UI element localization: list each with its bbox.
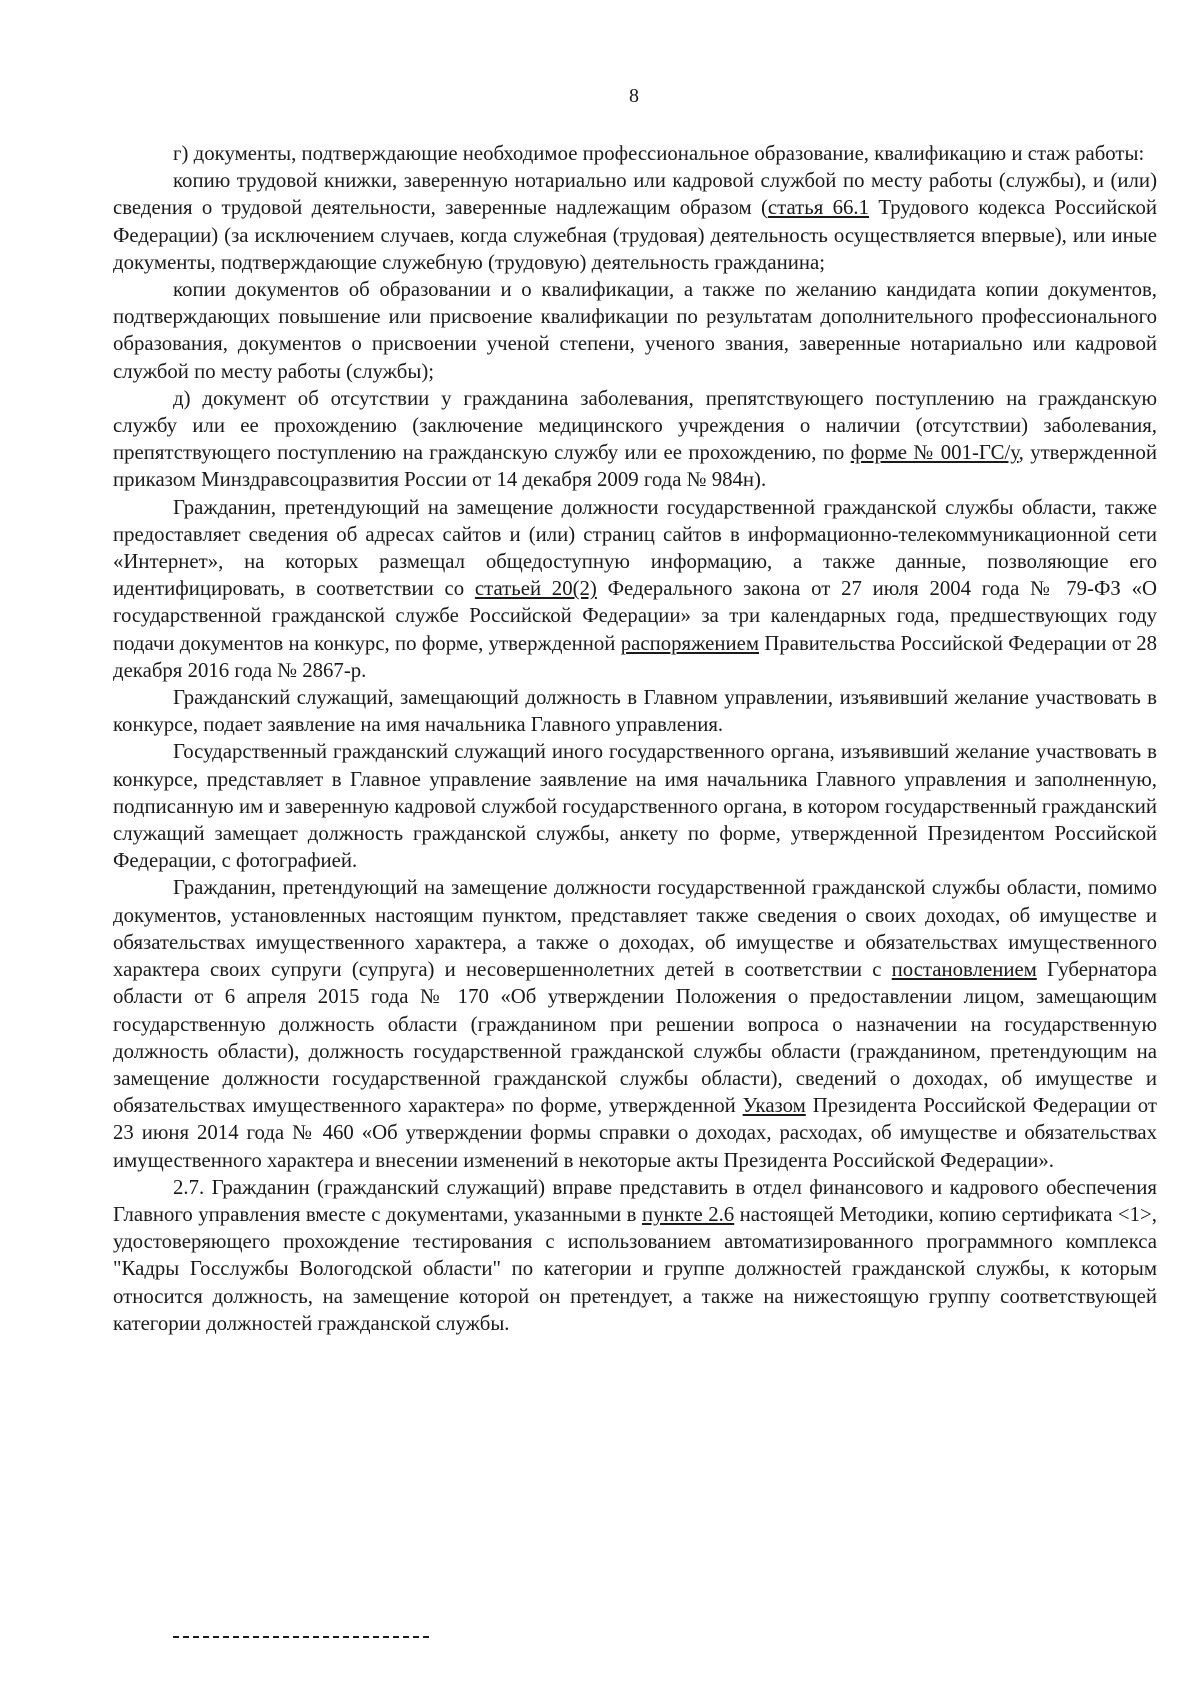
text-run: Гражданин, претендующий на замещение должности государственной гражданской службы области, также предоставляет сведения об адресах сайтов и (или) страниц сайтов в информационно-телекоммуникационной сети «Интернет», на которых размещал общедоступную информацию, а также данные, позволяющие его идентифицировать, в соответствии со: [113, 495, 1157, 601]
link-article-66-1[interactable]: статья 66.1: [767, 196, 869, 220]
link-presidential-decree[interactable]: Указом: [742, 1094, 806, 1118]
paragraph-education-copies: копии документов об образовании и о квалификации, а также по желанию кандидата копии документов, подтверждающих повышение или присвоение квалификации по результатам дополнительного профессионального образования, документов о присвоении ученой степени, ученого звания, заверенные нотариально или кадровой службой по месту работы (службы);: [113, 278, 1157, 383]
text-run: Правительства Российской Федерации от 28 декабря 2016 года № 2867-р.: [113, 631, 1158, 682]
text-run: 2.7. Гражданин (гражданский служащий) вправе представить в отдел финансового и кадрового обеспечения Главного управления вместе с документами, указанными в: [113, 1175, 1157, 1226]
paragraph-civil-servant-application: Гражданский служащий, замещающий должность в Главном управлении, изъявивший желание участвовать в конкурсе, подает заявление на имя начальника Главного управления.: [113, 686, 1157, 737]
link-clause-2-6[interactable]: пункте 2.6: [641, 1202, 735, 1226]
paragraph-internet-sites: [113, 494, 1157, 684]
footnote-separator: [173, 1636, 429, 1638]
text-run: д) документ об отсутствии у гражданина заболевания, препятствующего поступлению на гражданскую службу или ее прохождению (заключение медицинского учреждения о наличии (отсутствии) заболевания, препятствующего поступлению на гражданскую службу или ее прохождению, по: [113, 386, 1157, 465]
text-run: Президента Российской Федерации от 23 июня 2014 года № 460 «Об утверждении формы справки о доходах, расходах, об имуществе и обязательствах имущественного характера и внесении изменений в некоторые акты Президента Российской Федерации».: [113, 1094, 1158, 1172]
link-governor-resolution[interactable]: постановлением: [891, 958, 1037, 982]
paragraph-medical-document: [113, 385, 1157, 494]
paragraph-labor-book: [113, 167, 1157, 276]
document-body: [113, 140, 1157, 1337]
link-article-20-2[interactable]: статьей 20(2): [474, 577, 597, 601]
text-run: Федерального закона от 27 июля 2004 года № 79-ФЗ «О государственной гражданской службе Российской Федерации» за три календарных года, предшествующих году подачи документов на конкурс, по форме, утвержденной: [113, 577, 1157, 655]
link-form-001-gs[interactable]: форме № 001-ГС/у: [850, 441, 1019, 465]
text-run: настоящей Методики, копию сертификата <1>, удостоверяющего прохождение тестирования с использованием автоматизированного программного комплекса "Кадры Госслужбы Вологодской области" по категории и группе должностей гражданской службы, к которым относится должность, на замещение которой он претендует, а также на нижестоящую группу соответствующей категории должностей гражданской службы.: [113, 1202, 1157, 1335]
text-run: Губернатора области от 6 апреля 2015 года № 170 «Об утверждении Положения о предоставлении лицом, замещающим государственную должность области (гражданином при решении вопроса о назначении на государственную должность области), должность государственной гражданской службы области (гражданином, претендующим на замещение должности государственной гражданской службы области), сведений о доходах, об имуществе и обязательствах имущественного характера» по форме, утвержденной: [113, 958, 1157, 1118]
text-run: , утвержденной приказом Минздравсоцразвития России от 14 декабря 2009 года № 984н).: [113, 441, 1157, 492]
text-run: Гражданин, претендующий на замещение должности государственной гражданской службы области, помимо документов, установленных настоящим пунктом, представляет также сведения о своих доходах, об имуществе и обязательствах имущественного характера, а также о доходах, об имуществе и обязательствах имущественного характера своих супруги (супруга) и несовершеннолетних детей в соответствии с: [113, 876, 1157, 982]
link-government-order[interactable]: распоряжением: [620, 631, 760, 655]
paragraph-documents-education: г) документы, подтверждающие необходимое профессиональное образование, квалификацию и стаж работы:: [173, 142, 1145, 165]
page-number: 8: [629, 85, 639, 107]
paragraph-other-agency-servant: Государственный гражданский служащий иного государственного органа, изъявивший желание участвовать в конкурсе, представляет в Главное управление заявление на имя начальника Главного управления и заполненную, подписанную им и заверенную кадровой службой государственного органа, в котором государственный гражданский служащий замещает должность гражданской службы, анкету по форме, утвержденной Президентом Российской Федерации, с фотографией.: [113, 740, 1157, 873]
paragraph-2-7-certificate: [113, 1174, 1157, 1337]
text-run: Трудового кодекса Российской Федерации) (за исключением случаев, когда служебная (трудовая) деятельность осуществляется впервые), или иные документы, подтверждающие служебную (трудовую) деятельность гражданина;: [113, 196, 1158, 274]
paragraph-income-declaration: [113, 874, 1157, 1173]
text-run: копию трудовой книжки, заверенную нотариально или кадровой службой по месту работы (службы), и (или) сведения о трудовой деятельности, заверенные надлежащим образом (: [113, 169, 1157, 220]
